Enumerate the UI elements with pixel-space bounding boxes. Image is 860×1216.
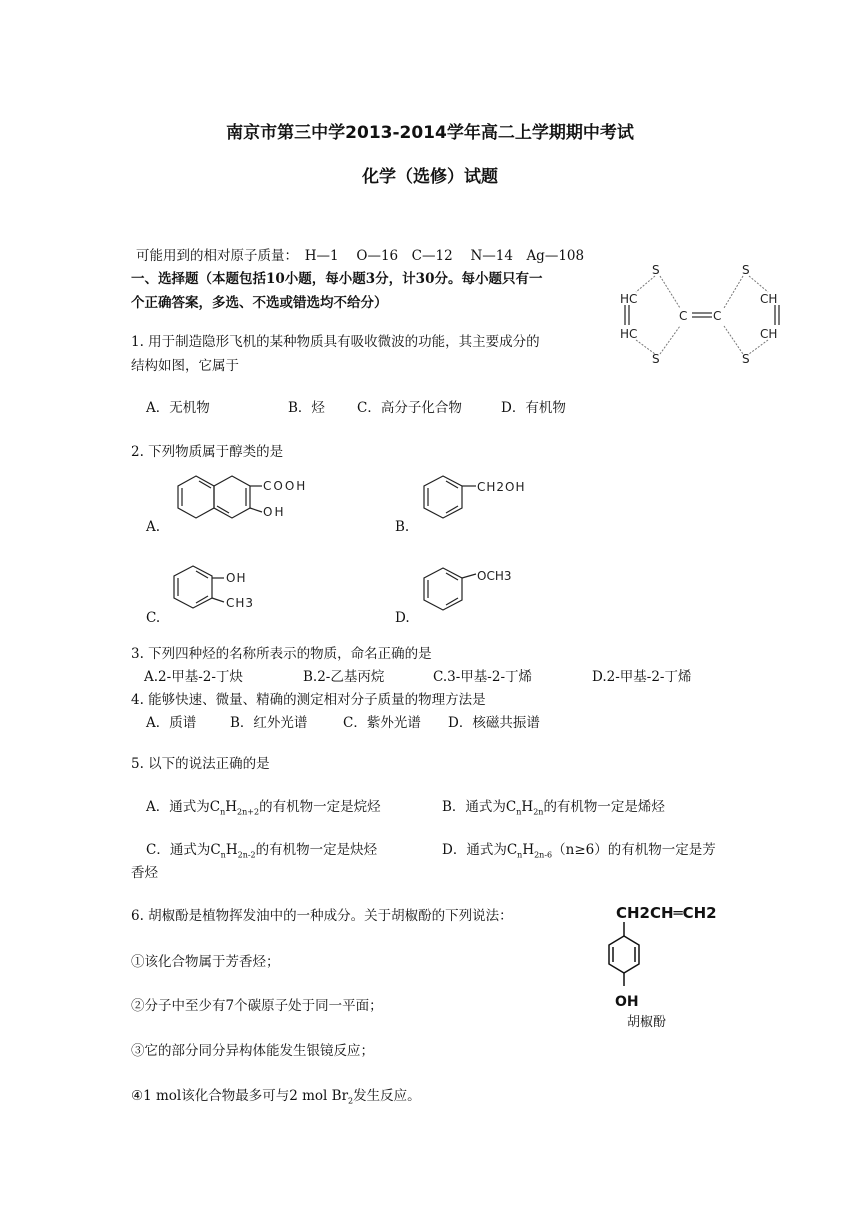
q2-structure-b <box>418 470 548 528</box>
q5-option-b: B．通式为$C_nH_{2n}$的有机物一定是烯烃 <box>442 799 665 817</box>
q5-option-d: D．通式为$C_nH_{2n-6}(n\ge 6)$的有机物一定是芳 <box>442 842 716 860</box>
q1-option-c: C．高分子化合物 <box>357 400 462 416</box>
atom-s: S <box>652 263 660 277</box>
q3-option-c: C.3-甲基-2-丁烯 <box>433 669 533 685</box>
atom-hc: HC <box>620 292 638 306</box>
q2-label-b: B. <box>395 519 410 535</box>
section-header-line1: 一、选择题（本题包括10小题，每小题3分，计30分。每小题只有一 <box>131 271 543 287</box>
atom-ch: CH <box>760 292 778 306</box>
atom-c: C <box>679 309 688 323</box>
q3-option-a: A.2-甲基-2-丁炔 <box>144 669 243 685</box>
ch2oh-label: CH2OH <box>477 480 526 494</box>
q3-text: 3. 下列四种烃的名称所表示的物质，命名正确的是 <box>131 646 432 662</box>
q1-option-a: A．无机物 <box>146 400 210 416</box>
q4-option-b: B．红外光谱 <box>230 715 308 731</box>
q3-option-b: B.2-乙基丙烷 <box>303 669 385 685</box>
q5-option-a: A．通式为$C_nH_{2n+2}$的有机物一定是烷烃 <box>146 799 381 817</box>
q5-option-d-cont: 香烃 <box>131 865 158 881</box>
q2-label-d: D. <box>395 610 410 626</box>
oh-label: OH <box>226 571 247 585</box>
och3-label: OCH3 <box>477 569 512 583</box>
allyl-label: CH2CH═CH2 <box>616 904 717 922</box>
atom-c: C <box>713 309 722 323</box>
q6-statement-2: ②分子中至少有7个碳原子处于同一平面； <box>131 998 383 1014</box>
q5-option-c: C．通式为$C_nH_{2n-2}$的有机物一定是炔烃 <box>146 842 378 860</box>
q6-statement-3: ③它的部分同分异构体能发生银镜反应； <box>131 1043 374 1059</box>
q6-structure-diagram <box>604 898 734 1038</box>
cooh-label: COOH <box>263 479 308 493</box>
page-subtitle: 化学（选修）试题 <box>362 167 498 187</box>
q1-structure-diagram <box>612 258 792 368</box>
section-header-line2: 个正确答案，多选、不选或错选均不给分） <box>131 295 388 311</box>
page-title: 南京市第三中学2013-2014学年高二上学期期中考试 <box>226 123 634 143</box>
q3-option-d: D.2-甲基-2-丁烯 <box>592 669 692 685</box>
q4-option-a: A．质谱 <box>146 715 197 731</box>
q2-structure-d <box>418 560 538 618</box>
q1-text-line1: 1. 用于制造隐形飞机的某种物质具有吸收微波的功能，其主要成分的 <box>131 334 540 350</box>
ch3-label: CH3 <box>226 596 255 610</box>
atomic-masses: 可能用到的相对原子质量： H—1 O—16 C—12 N—14 Ag—108 <box>136 248 585 264</box>
oh-label: OH <box>263 505 286 519</box>
atom-hc: HC <box>620 327 638 341</box>
atom-s: S <box>652 352 660 366</box>
q1-option-b: B．烃 <box>288 400 325 416</box>
q4-option-c: C．紫外光谱 <box>343 715 421 731</box>
q1-text-line2: 结构如图，它属于 <box>131 358 239 374</box>
q2-structure-a <box>166 468 336 532</box>
q4-text: 4. 能够快速、微量、精确的测定相对分子质量的物理方法是 <box>131 692 486 708</box>
q1-option-d: D．有机物 <box>501 400 566 416</box>
oh-label: OH <box>615 994 639 1010</box>
q6-statement-4: ④1 mol该化合物最多可与2 mol $Br_2$发生反应。 <box>131 1088 421 1106</box>
atom-s: S <box>742 352 750 366</box>
q2-text: 2. 下列物质属于醇类的是 <box>131 444 284 460</box>
atom-s: S <box>742 263 750 277</box>
q6-statement-1: ①该化合物属于芳香烃； <box>131 954 280 970</box>
q5-text: 5. 以下的说法正确的是 <box>131 756 270 772</box>
compound-name: 胡椒酚 <box>627 1015 667 1030</box>
q4-option-d: D．核磁共振谱 <box>448 715 540 731</box>
q6-text: 6. 胡椒酚是植物挥发油中的一种成分。关于胡椒酚的下列说法： <box>131 908 513 924</box>
q2-label-c: C. <box>146 610 161 626</box>
atom-ch: CH <box>760 327 778 341</box>
q2-label-a: A. <box>146 519 161 535</box>
q2-structure-c <box>168 560 278 618</box>
